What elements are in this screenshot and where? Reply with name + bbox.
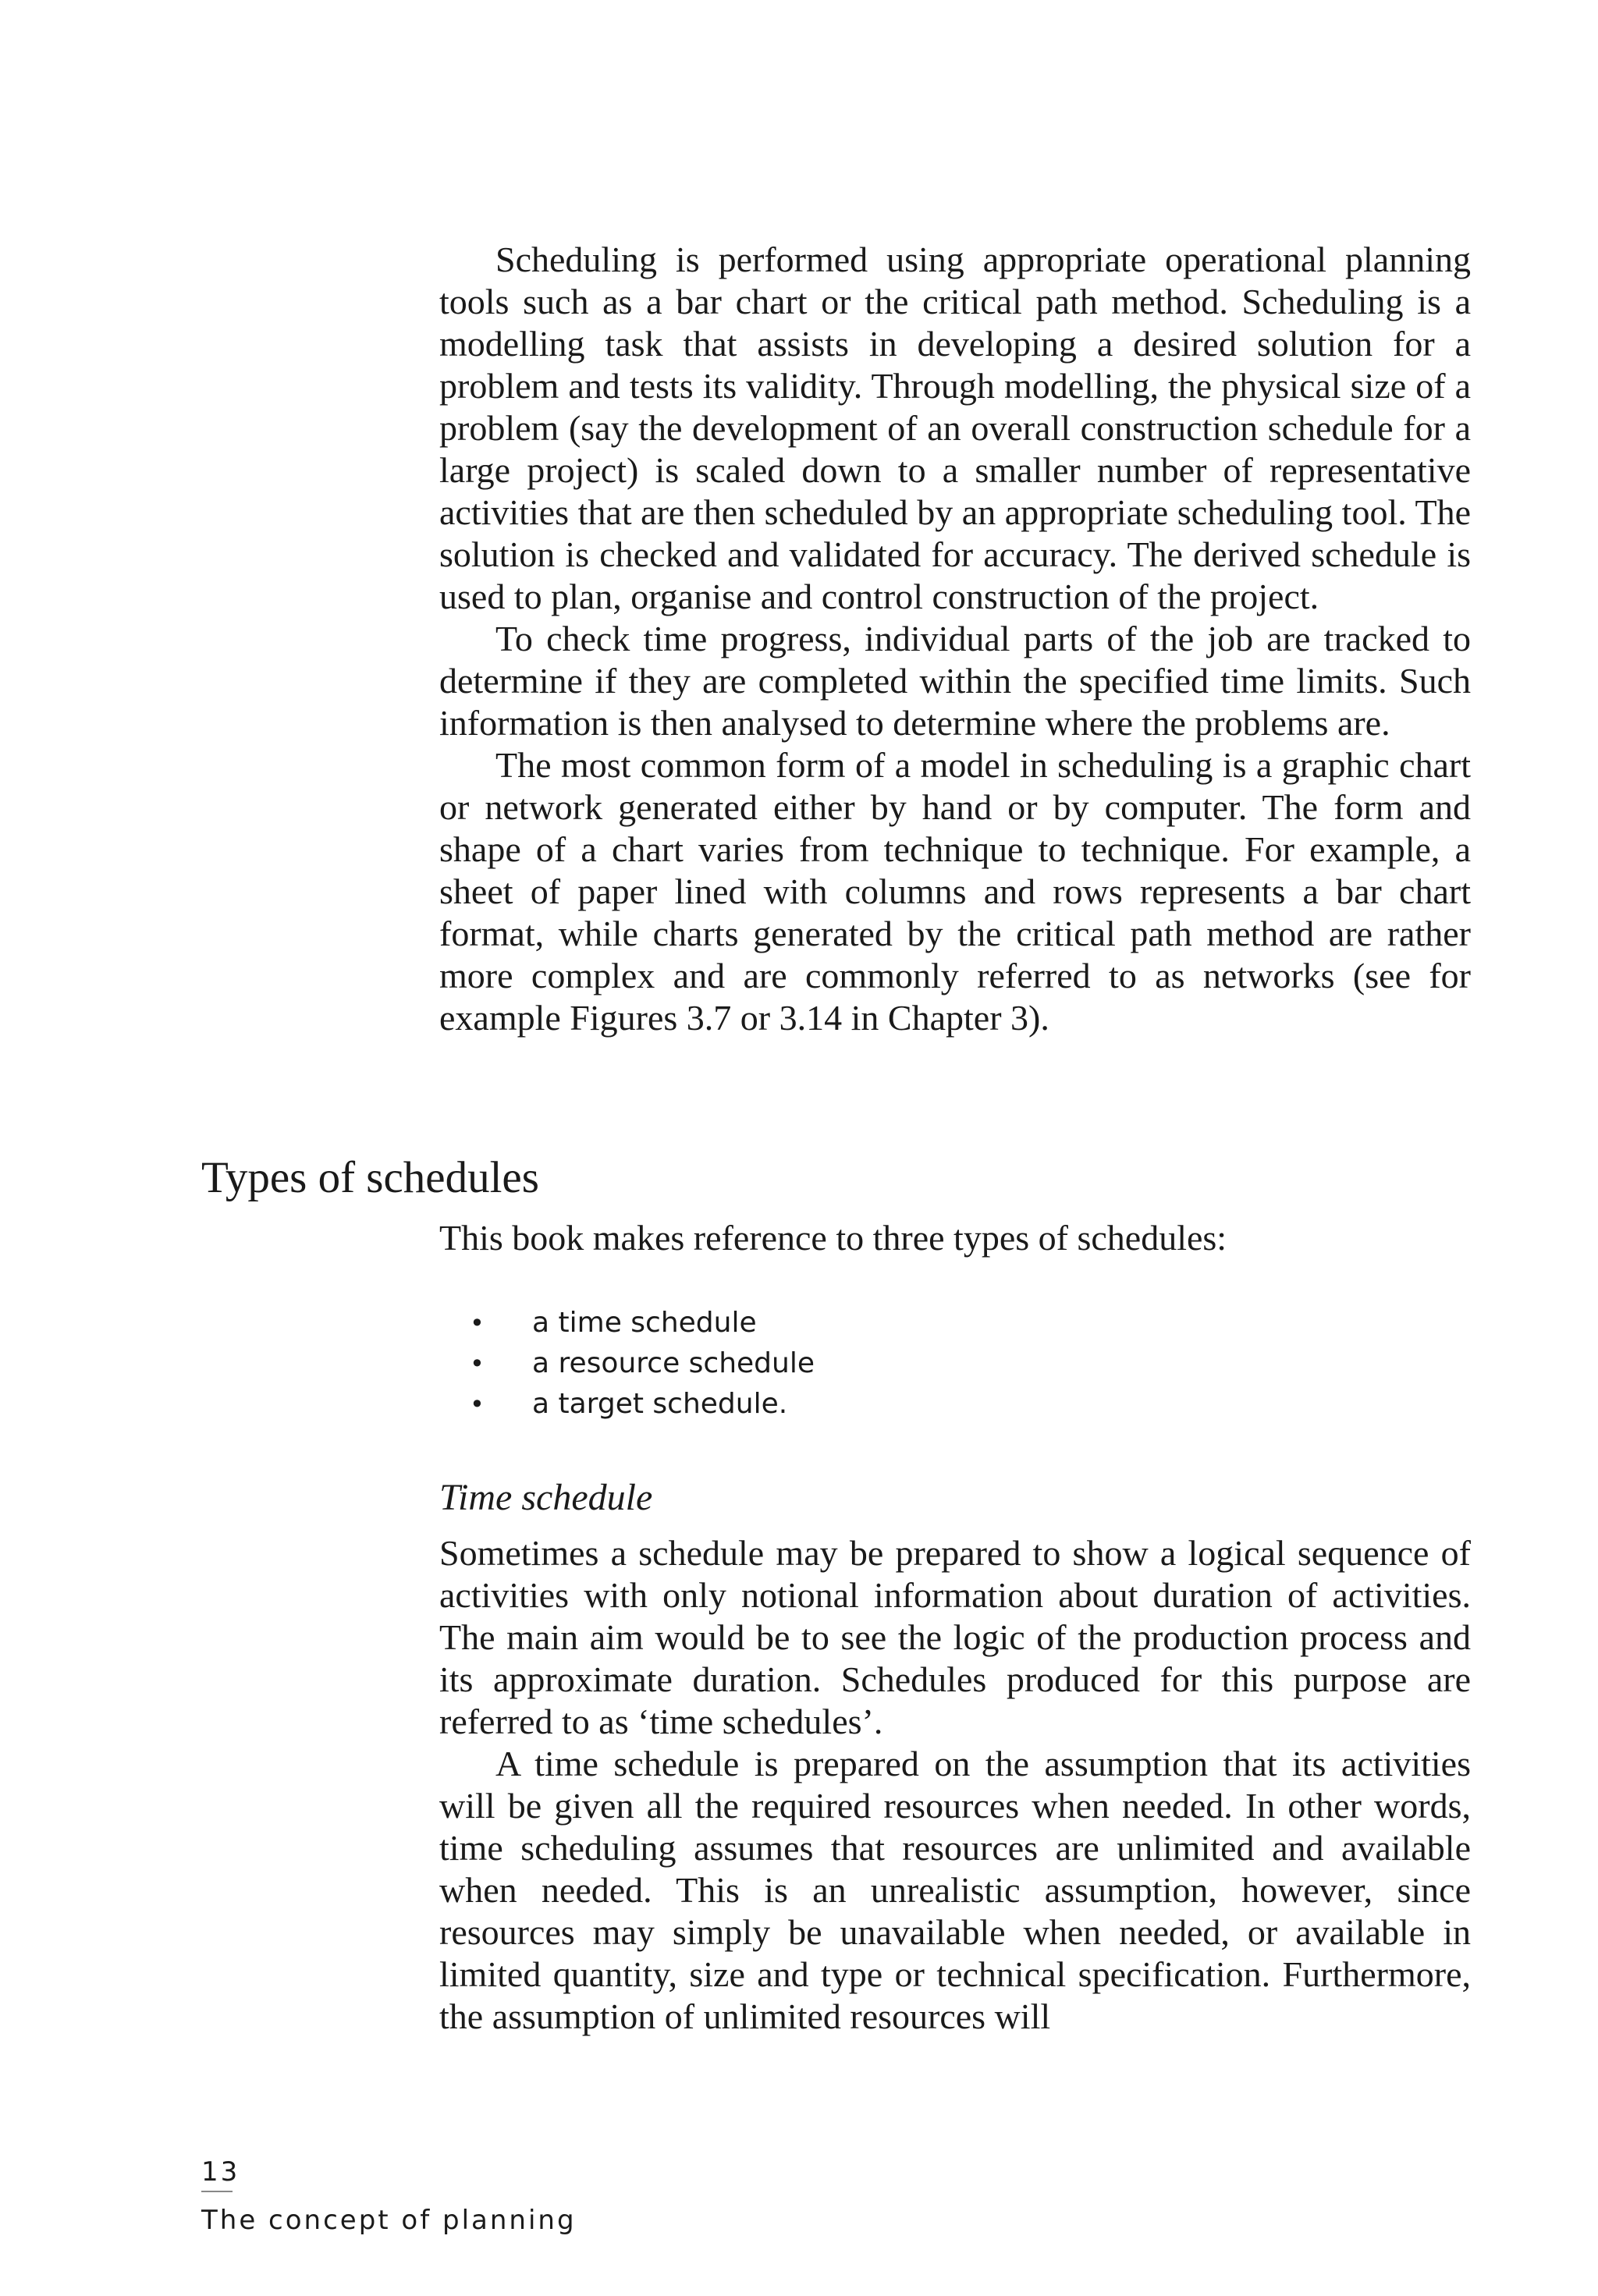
bullet-icon: • bbox=[470, 1389, 485, 1419]
list-item bbox=[470, 1343, 815, 1384]
paragraph-scheduling-intro: Scheduling is performed using appropriate operational planning tools such as a bar chart or the critical path method. Scheduling is a modelling task that assists in developing a desired solution for a problem and tests its validity. Through modelling, the physical size of a problem (say the development of an overall construction schedule for a large project) is scaled down to a smaller number of representative activities that are then scheduled by an appropriate scheduling tool. The solution is checked and validated for accuracy. The derived schedule is used to plan, organise and control construction of the project. bbox=[439, 240, 1471, 616]
paragraph-time-schedule-purpose: Sometimes a schedule may be prepared to show a logical sequence of activities with only notional information about duration of activities. The main aim would be to see the logic of the production process and its approximate duration. Schedules produced for this purpose are referred to as ‘time schedules’. bbox=[439, 1533, 1471, 1741]
running-title: The concept of planning bbox=[201, 2205, 577, 2236]
schedule-types-list bbox=[470, 1303, 815, 1425]
subheading-time-schedule: Time schedule bbox=[439, 1477, 653, 1518]
footer-divider bbox=[201, 2191, 233, 2192]
body-text-top bbox=[439, 239, 1471, 1039]
section-intro-block bbox=[439, 1217, 1471, 1259]
page-number: 13 bbox=[201, 2156, 240, 2188]
bullet-icon: • bbox=[470, 1349, 485, 1379]
paragraph-time-progress: To check time progress, individual parts of the job are tracked to determine if they are completed within the specified time limits. Such information is then analysed to determine where the problems are. bbox=[439, 619, 1471, 743]
list-item bbox=[470, 1384, 815, 1425]
list-item-label: a resource schedule bbox=[532, 1347, 815, 1379]
list-item bbox=[470, 1303, 815, 1343]
paragraph-time-schedule-assumption: A time schedule is prepared on the assumption that its activities will be given all the required resources when needed. In other words, time scheduling assumes that resources are unlimited and available when needed. This is an unrealistic assumption, however, since resources may simply be unavailable when needed, or available in limited quantity, size and type or technical specification. Furthermore, the assumption of unlimited resources will bbox=[439, 1744, 1471, 2036]
paragraph-common-form: The most common form of a model in scheduling is a graphic chart or network generated either by hand or by computer. The form and shape of a chart varies from technique to technique. For example, a sheet of paper lined with columns and rows represents a bar chart format, while charts generated by the critical path method are rather more complex and are commonly referred to as networks (see for example Figures 3.7 or 3.14 in Chapter 3). bbox=[439, 745, 1471, 1038]
bullet-icon: • bbox=[470, 1308, 485, 1338]
body-text-time-schedule bbox=[439, 1532, 1471, 2038]
list-item-label: a target schedule. bbox=[532, 1388, 788, 1420]
section-intro: This book makes reference to three types of schedules: bbox=[439, 1218, 1227, 1258]
list-item-label: a time schedule bbox=[532, 1307, 757, 1339]
page-footer bbox=[201, 2155, 577, 2237]
section-heading: Types of schedules bbox=[201, 1153, 539, 1202]
